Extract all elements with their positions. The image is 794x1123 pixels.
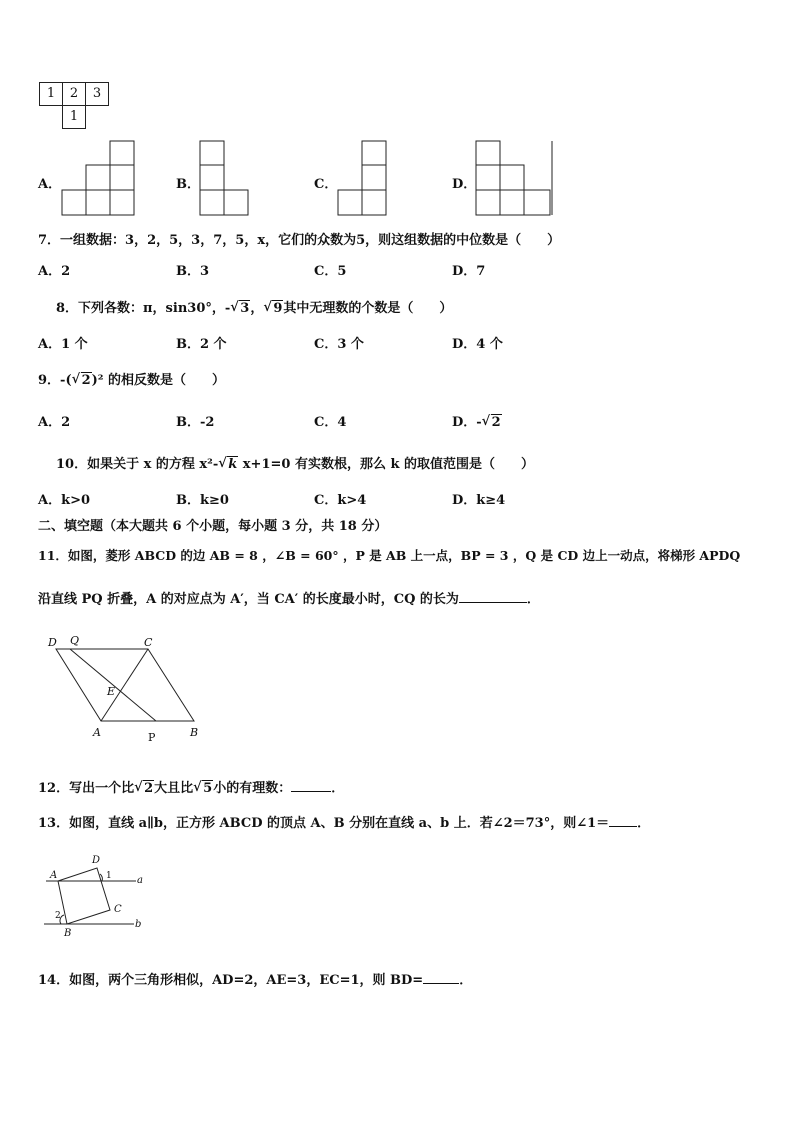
q6-option-d-figure: [474, 140, 556, 218]
q6-option-b-label: B．: [176, 177, 200, 192]
q8-stem: 8．下列各数：π，sin30°，-√ 3，√ 9其中无理数的个数是（ ）: [56, 297, 452, 316]
label-a: A: [50, 870, 58, 881]
q10-stem: 10．如果关于 x 的方程 x²-√ k x+1=0 有实数根，那么 k 的取值范围是（ ）: [56, 453, 534, 472]
sqrt-2: √ 2: [482, 415, 502, 430]
q6-option-b-figure: [198, 140, 254, 218]
q8-option-b: B．2 个: [176, 337, 227, 352]
q6-option-c-figure: [336, 140, 392, 218]
sqrt-3: √ 3: [230, 301, 250, 316]
q7-option-d: D．7: [452, 264, 486, 279]
q8-option-c: C．3 个: [314, 337, 364, 352]
label-c: C: [144, 636, 153, 649]
q8-option-a: A．1 个: [38, 337, 88, 352]
q10-option-d: D．k≥4: [452, 493, 506, 508]
q9-option-a: A．2: [38, 415, 71, 430]
section-heading: 二、填空题（本大题共 6 个小题，每小题 3 分，共 18 分）: [38, 519, 388, 534]
sqrt-5: √ 5: [193, 781, 213, 796]
q10-option-b: B．k≥0: [176, 493, 229, 508]
answer-blank[interactable]: [291, 779, 331, 792]
label-d: D: [92, 855, 101, 866]
label-line-b: b: [135, 919, 142, 930]
q6-option-d-label: D．: [452, 177, 477, 192]
grid-cell: 1: [39, 82, 63, 106]
q6-option-c-label: C．: [314, 177, 338, 192]
label-line-a: a: [137, 875, 143, 886]
sqrt-9: √ 9: [263, 301, 283, 316]
q10-option-a: A．k>0: [38, 493, 91, 508]
grid-cell: 1: [62, 105, 86, 129]
q9-option-d: D．-√ 2: [452, 411, 502, 430]
label-d: D: [48, 636, 57, 649]
q11-line1: 11．如图，菱形 ABCD 的边 AB = 8 ，∠B = 60° ，P 是 AB 上一点，BP = 3 ，Q 是 CD 边上一动点，将梯形 APDQ: [38, 548, 741, 563]
q7-stem: 7．一组数据：3，2，5，3，7，5，x，它们的众数为5，则这组数据的中位数是（ ）: [38, 233, 561, 248]
q12-stem: 12．写出一个比√ 2大且比√ 5小的有理数： ．: [38, 777, 344, 796]
q7-option-b: B．3: [176, 264, 210, 279]
answer-blank[interactable]: [423, 971, 459, 984]
label-e: E: [107, 685, 116, 698]
label-b: B: [64, 928, 72, 939]
q6-option-a-figure: [60, 140, 140, 218]
answer-blank[interactable]: [609, 814, 637, 827]
q10-option-c: C．k>4: [314, 493, 367, 508]
q9-option-b: B．-2: [176, 415, 215, 430]
q7-option-c: C．5: [314, 264, 347, 279]
label-c: C: [114, 904, 122, 915]
q9-option-c: C．4: [314, 415, 347, 430]
q9-stem: 9．-(√ 2)² 的相反数是（ ）: [38, 369, 225, 388]
q13-square-figure: [40, 850, 160, 942]
label-p: P: [148, 731, 156, 744]
grid-cell: 2: [62, 82, 86, 106]
sqrt-2: √ 2: [134, 781, 154, 796]
q7-option-a: A．2: [38, 264, 71, 279]
sqrt-2: √ 2: [72, 373, 92, 388]
label-angle-2: 2: [55, 911, 61, 921]
q13-stem: 13．如图，直线 a∥b，正方形 ABCD 的顶点 A、B 分别在直线 a、b 上．若∠2＝73°，则∠1＝ ．: [38, 816, 651, 831]
q6-option-a-label: A．: [38, 177, 62, 192]
q14-stem: 14．如图，两个三角形相似，AD=2，AE=3，EC=1，则 BD= ．: [38, 973, 473, 988]
sqrt-k: √ k: [218, 457, 238, 472]
answer-blank[interactable]: [459, 590, 527, 603]
label-q: Q: [70, 634, 80, 647]
grid-cell: 3: [85, 82, 109, 106]
label-angle-1: 1: [106, 871, 112, 881]
q11-rhombus-figure: [44, 632, 214, 747]
label-a: A: [93, 726, 101, 739]
q11-line2: 沿直线 PQ 折叠，A 的对应点为 A′，当 CA′ 的长度最小时，CQ 的长为 ．: [38, 592, 540, 607]
label-b: B: [190, 726, 199, 739]
q8-option-d: D．4 个: [452, 337, 503, 352]
